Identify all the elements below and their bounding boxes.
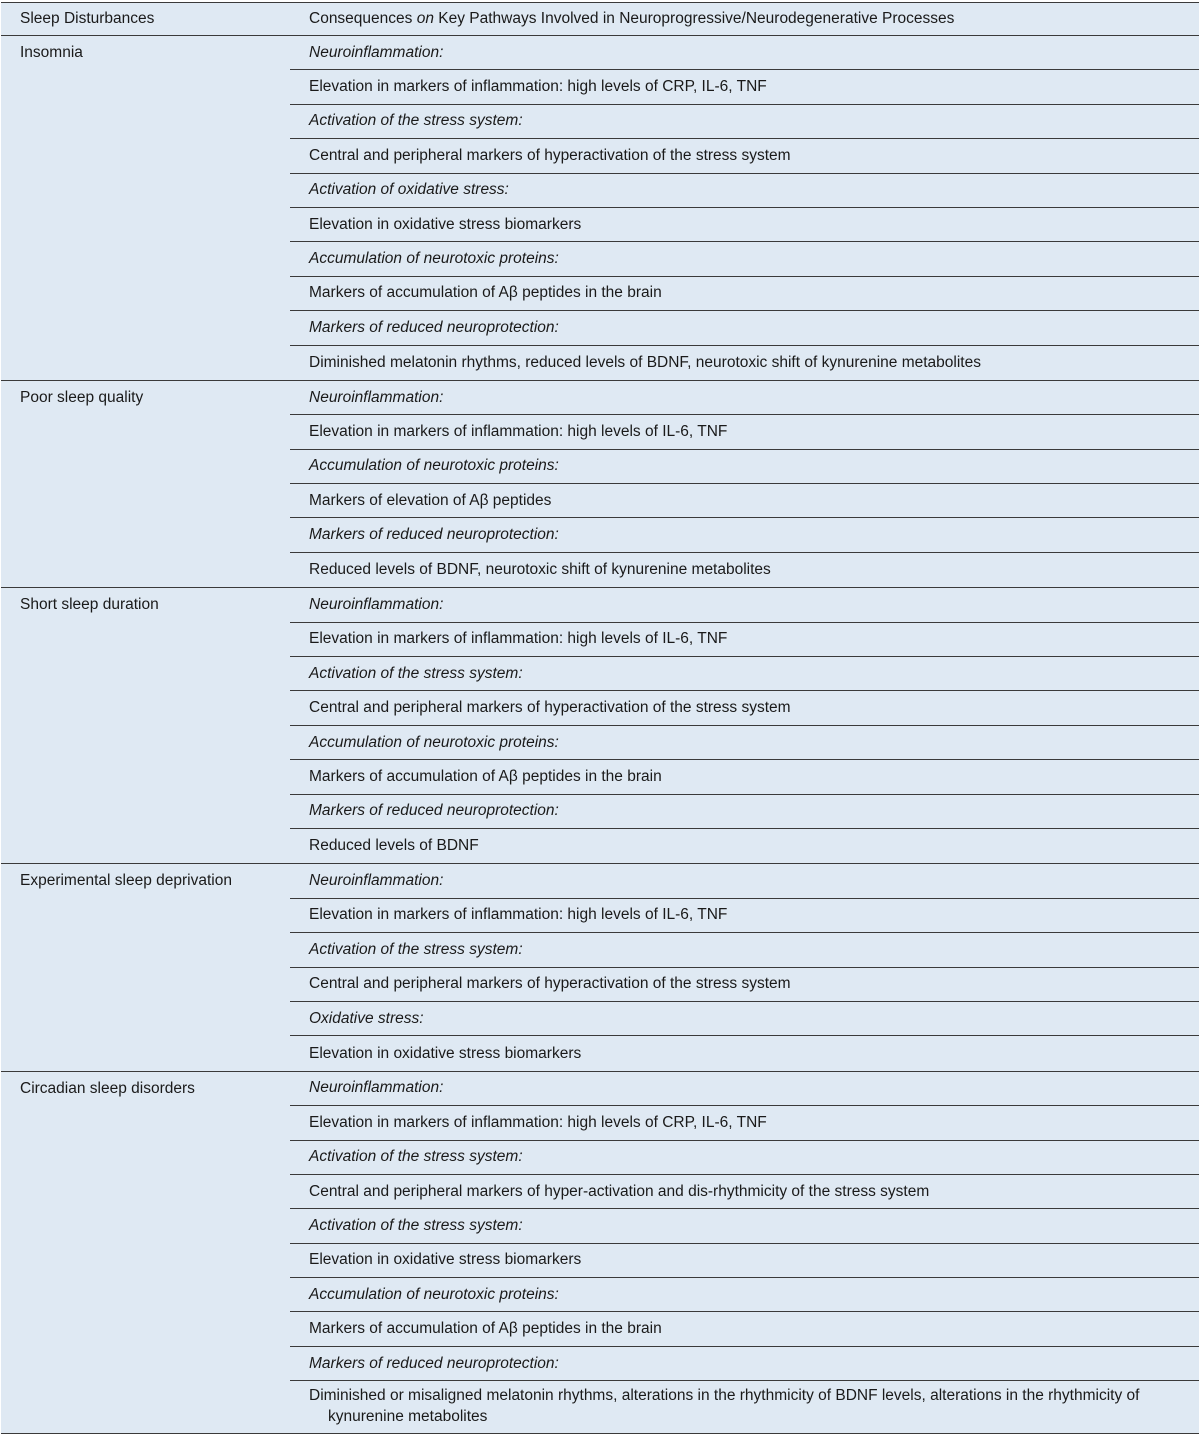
pathway-heading-cell: [290, 1278, 1199, 1312]
pathway-heading-cell: [290, 36, 1199, 70]
pathway-detail-cell: [290, 829, 1199, 863]
cell-text: Elevation in markers of inflammation: high levels of IL-6, TNF: [309, 422, 728, 440]
table-row-group: [1, 1072, 1199, 1434]
cell-text: Activation of oxidative stress:: [309, 181, 509, 199]
pathway-detail-cell: [290, 1381, 1199, 1433]
cell-text: Markers of reduced neuroprotection:: [309, 318, 559, 336]
pathway-detail-cell: [290, 346, 1199, 380]
header-consequences-pre: Consequences: [309, 10, 417, 27]
consequence-cells: [290, 36, 1199, 380]
cell-text: Markers of reduced neuroprotection:: [309, 1354, 559, 1372]
pathway-heading-cell: [290, 1209, 1199, 1243]
cell-text: Markers of reduced neuroprotection:: [309, 802, 559, 820]
cell-text: Elevation in oxidative stress biomarkers: [309, 1044, 582, 1062]
pathway-heading-cell: [290, 311, 1199, 345]
table-row-group: [1, 381, 1199, 588]
cell-text: Accumulation of neurotoxic proteins:: [309, 457, 559, 475]
cell-text: Neuroinflammation:: [309, 1079, 444, 1097]
sleep-disturbance-name: Experimental sleep deprivation: [20, 872, 232, 890]
cell-text: Elevation in markers of inflammation: high levels of CRP, IL-6, TNF: [309, 1113, 767, 1131]
cell-text: Oxidative stress:: [309, 1009, 424, 1027]
pathway-heading-cell: [290, 381, 1199, 415]
cell-text: Markers of accumulation of Aβ peptides in the brain: [309, 767, 662, 785]
table-row-group: [1, 36, 1199, 381]
cell-text: Elevation in oxidative stress biomarkers: [309, 1251, 582, 1269]
cell-text: Activation of the stress system:: [309, 940, 523, 958]
cell-text: Activation of the stress system:: [309, 1216, 523, 1234]
pathway-detail-cell: [290, 1036, 1199, 1070]
cell-text: Central and peripheral markers of hyper-activation and dis-rhythmicity of the stress system: [309, 1182, 930, 1200]
pathway-heading-cell: [290, 105, 1199, 139]
pathway-detail-cell: [290, 484, 1199, 518]
pathway-heading-cell: [290, 657, 1199, 691]
cell-text: Neuroinflammation:: [309, 43, 444, 61]
pathway-heading-cell: [290, 1002, 1199, 1036]
header-sleep-disturbances: Sleep Disturbances: [20, 10, 155, 27]
pathway-detail-cell: [290, 139, 1199, 173]
pathway-detail-cell: [290, 277, 1199, 311]
header-consequences-post: Key Pathways Involved in Neuroprogressive/Neurodegenerative Processes: [433, 10, 955, 27]
table-header-row: [1, 3, 1199, 36]
cell-text: Activation of the stress system:: [309, 1148, 523, 1166]
cell-text: Neuroinflammation:: [309, 388, 444, 406]
sleep-disturbance-name: Insomnia: [20, 44, 83, 61]
pathway-heading-cell: [290, 1072, 1199, 1106]
cell-text: Central and peripheral markers of hyperactivation of the stress system: [309, 975, 791, 993]
pathway-heading-cell: [290, 242, 1199, 276]
cell-text: Markers of accumulation of Aβ peptides in the brain: [309, 1320, 662, 1338]
cell-text: Markers of elevation of Aβ peptides: [309, 491, 552, 509]
pathway-detail-cell: [290, 691, 1199, 725]
table-body: [1, 36, 1199, 1433]
cell-text: Reduced levels of BDNF: [309, 837, 479, 855]
pathway-heading-cell: [290, 174, 1199, 208]
consequence-cells: [290, 1072, 1199, 1434]
consequence-cells: [290, 588, 1199, 863]
cell-text: Accumulation of neurotoxic proteins:: [309, 1285, 559, 1303]
pathway-detail-cell: [290, 70, 1199, 104]
cell-text: Elevation in markers of inflammation: high levels of CRP, IL-6, TNF: [309, 78, 767, 96]
pathway-detail-cell: [290, 623, 1199, 657]
pathway-heading-cell: [290, 933, 1199, 967]
cell-text: Diminished melatonin rhythms, reduced levels of BDNF, neurotoxic shift of kynurenine metabolites: [309, 353, 981, 371]
cell-text: Diminished or misaligned melatonin rhythms, alterations in the rhythmicity of BDNF levels, alterations in the rhythmicity of kynurenine metabolites: [309, 1387, 1140, 1426]
pathway-detail-cell: [290, 1244, 1199, 1278]
table-row-group: [1, 588, 1199, 864]
cell-text: Neuroinflammation:: [309, 595, 444, 613]
pathway-heading-cell: [290, 518, 1199, 552]
cell-text: Central and peripheral markers of hyperactivation of the stress system: [309, 146, 791, 164]
cell-text: Accumulation of neurotoxic proteins:: [309, 250, 559, 268]
pathway-heading-cell: [290, 1141, 1199, 1175]
cell-text: Elevation in oxidative stress biomarkers: [309, 215, 582, 233]
sleep-disturbance-name: Short sleep duration: [20, 596, 159, 614]
pathway-detail-cell: [290, 968, 1199, 1002]
cell-text: Markers of accumulation of Aβ peptides in the brain: [309, 284, 662, 302]
cell-text: Elevation in markers of inflammation: high levels of IL-6, TNF: [309, 630, 728, 648]
table-row-group: [1, 864, 1199, 1071]
pathway-heading-cell: [290, 588, 1199, 622]
pathway-heading-cell: [290, 726, 1199, 760]
sleep-disturbance-name: Circadian sleep disorders: [20, 1079, 195, 1097]
header-consequences-em: on: [416, 10, 434, 27]
pathway-detail-cell: [290, 208, 1199, 242]
cell-text: Neuroinflammation:: [309, 872, 444, 890]
pathway-detail-cell: [290, 899, 1199, 933]
cell-text: Elevation in markers of inflammation: high levels of IL-6, TNF: [309, 906, 728, 924]
pathway-detail-cell: [290, 760, 1199, 794]
pathway-detail-cell: [290, 1106, 1199, 1140]
consequence-cells: [290, 381, 1199, 587]
cell-text: Activation of the stress system:: [309, 112, 523, 130]
header-consequences: [290, 10, 954, 28]
consequence-cells: [290, 864, 1199, 1070]
cell-text: Reduced levels of BDNF, neurotoxic shift of kynurenine metabolites: [309, 561, 771, 579]
cell-text: Activation of the stress system:: [309, 664, 523, 682]
pathway-heading-cell: [290, 795, 1199, 829]
cell-text: Accumulation of neurotoxic proteins:: [309, 733, 559, 751]
cell-text: Central and peripheral markers of hyperactivation of the stress system: [309, 699, 791, 717]
pathway-detail-cell: [290, 1312, 1199, 1346]
pathway-detail-cell: [290, 553, 1199, 587]
pathway-heading-cell: [290, 450, 1199, 484]
cell-text: Markers of reduced neuroprotection:: [309, 526, 559, 544]
sleep-disturbances-table: [1, 2, 1199, 1434]
pathway-heading-cell: [290, 864, 1199, 898]
pathway-detail-cell: [290, 1175, 1199, 1209]
pathway-heading-cell: [290, 1347, 1199, 1381]
sleep-disturbance-name: Poor sleep quality: [20, 388, 144, 406]
pathway-detail-cell: [290, 415, 1199, 449]
